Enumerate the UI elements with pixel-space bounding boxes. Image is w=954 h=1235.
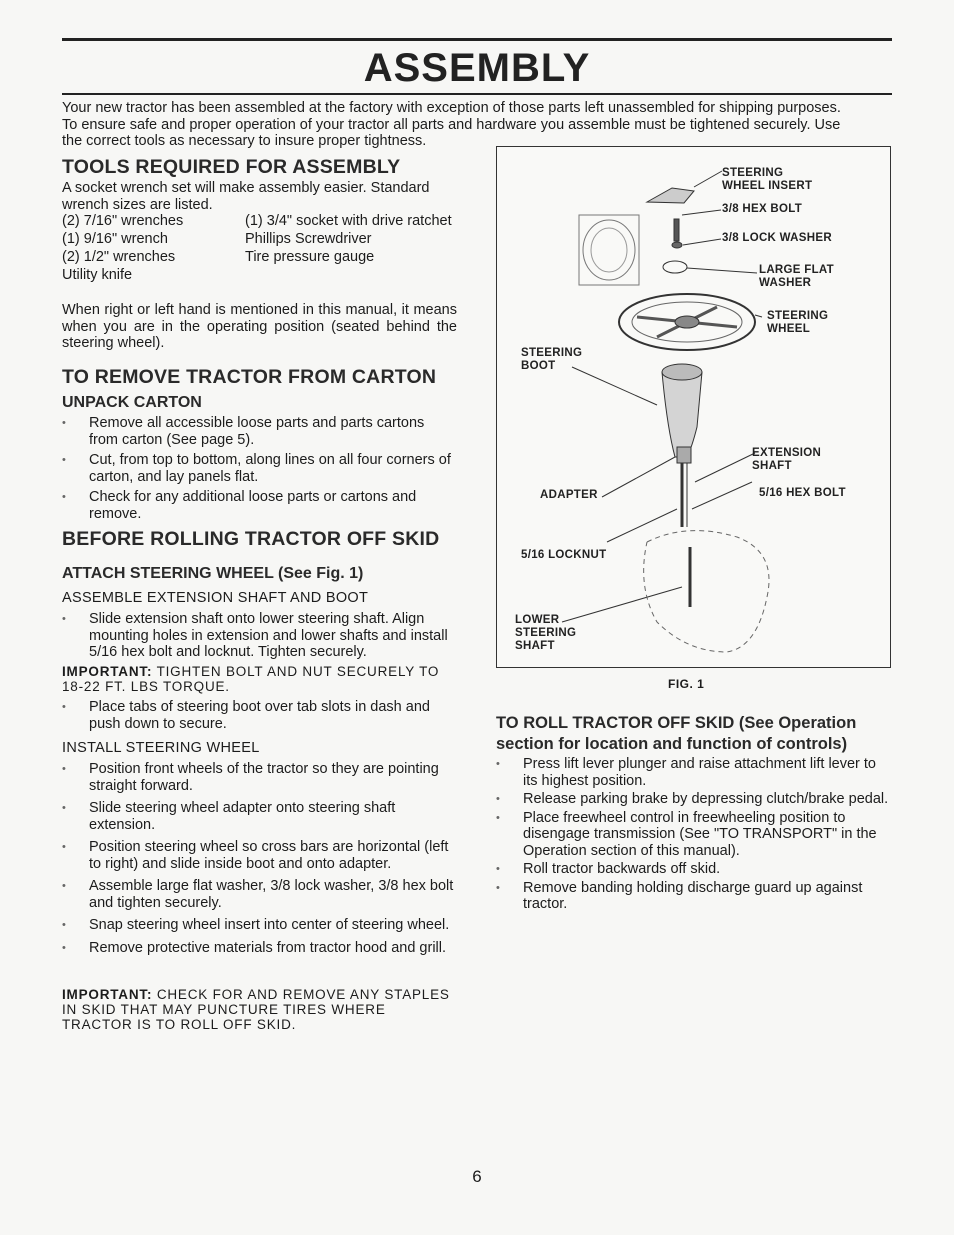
list-item: • Assemble large flat washer, 3/8 lock washer, 3/8 hex bolt and tighten securely. bbox=[62, 878, 456, 911]
list-item: • Place tabs of steering boot over tab slots in dash and push down to secure. bbox=[62, 699, 456, 732]
label-3-8-lock-washer: 3/8 LOCK WASHER bbox=[722, 232, 832, 244]
extension-list bbox=[62, 611, 456, 665]
unpack-subheading: UNPACK CARTON bbox=[62, 394, 202, 411]
tool-item: (1) 9/16" wrench bbox=[62, 231, 168, 247]
top-rule bbox=[62, 38, 892, 41]
label-steering-boot: STEERING BOOT bbox=[521, 347, 583, 372]
tool-item: Phillips Screwdriver bbox=[245, 231, 372, 247]
before-heading: BEFORE ROLLING TRACTOR OFF SKID bbox=[62, 528, 440, 550]
attach-subheading: ATTACH STEERING WHEEL (See Fig. 1) bbox=[62, 565, 364, 582]
important-label: IMPORTANT: bbox=[62, 664, 153, 679]
list-item: • Remove all accessible loose parts and parts cartons from carton (See page 5). bbox=[62, 415, 456, 448]
tool-item: (2) 7/16" wrenches bbox=[62, 213, 184, 229]
hand-note: When right or left hand is mentioned in this manual, it means when you are in the operating position (seated behind the steering wheel). bbox=[62, 302, 457, 351]
title-rule bbox=[62, 93, 892, 95]
list-item: • Remove protective materials from tractor hood and grill. bbox=[62, 940, 456, 957]
unpack-list bbox=[62, 415, 456, 526]
roll-list bbox=[496, 756, 892, 917]
label-5-16-locknut: 5/16 LOCKNUT bbox=[521, 549, 607, 561]
intro-line-1: Your new tractor has been assembled at the factory with exception of those parts left unassembled for shipping purposes. bbox=[62, 100, 841, 116]
list-item: • Roll tractor backwards off skid. bbox=[496, 861, 892, 878]
list-item: • Remove banding holding discharge guard up against tractor. bbox=[496, 880, 892, 913]
steering-wheel-insert-shape bbox=[647, 188, 694, 203]
tools-list bbox=[62, 212, 452, 284]
remove-heading: TO REMOVE TRACTOR FROM CARTON bbox=[62, 366, 437, 388]
hex-bolt-shape bbox=[674, 219, 679, 241]
tools-description: A socket wrench set will make assembly easier. Standard wrench sizes are listed. bbox=[62, 180, 430, 213]
intro-line-2: To ensure safe and proper operation of your tractor all parts and hardware you assemble must be tightened securely. Use bbox=[62, 116, 841, 133]
list-item: • Check for any additional loose parts or cartons and remove. bbox=[62, 489, 456, 522]
label-steering-wheel-insert: STEERING WHEEL INSERT bbox=[722, 167, 813, 192]
label-5-16-hex-bolt: 5/16 HEX BOLT bbox=[759, 487, 846, 499]
important-label: IMPORTANT: bbox=[62, 987, 153, 1002]
important-text: CHECK FOR AND REMOVE ANY STAPLES IN SKID THAT MAY PUNCTURE TIRES WHERE TRACTOR IS TO ROLL OFF SKID. bbox=[62, 987, 450, 1032]
list-item: • Position front wheels of the tractor so they are pointing straight forward. bbox=[62, 761, 456, 794]
important-torque bbox=[62, 664, 457, 694]
list-item: • Snap steering wheel insert into center of steering wheel. bbox=[62, 917, 456, 934]
list-item: • Position steering wheel so cross bars are horizontal (left to right) and slide inside boot and onto adapter. bbox=[62, 839, 456, 872]
dash-outline bbox=[644, 531, 769, 652]
tools-row bbox=[62, 266, 452, 284]
tool-item: Tire pressure gauge bbox=[245, 249, 375, 265]
tools-row bbox=[62, 212, 452, 230]
boot-list bbox=[62, 699, 456, 736]
inset-wheel-view bbox=[579, 215, 639, 285]
list-item: • Slide steering wheel adapter onto steering shaft extension. bbox=[62, 800, 456, 833]
tool-item: (2) 1/2" wrenches bbox=[62, 249, 176, 265]
important-staples bbox=[62, 987, 457, 1032]
tool-item: Utility knife bbox=[62, 267, 133, 283]
important-text: TIGHTEN BOLT AND NUT SECURELY TO 18-22 FT. LBS TORQUE. bbox=[62, 664, 440, 694]
list-item: • Release parking brake by depressing clutch/brake pedal. bbox=[496, 791, 892, 808]
tool-item: (1) 3/4" socket with drive ratchet bbox=[245, 213, 452, 229]
label-steering-wheel: STEERING WHEEL bbox=[767, 310, 829, 335]
list-item: • Place freewheel control in freewheeling position to disengage transmission (See "TO TRANSPORT" in the Operation section of this manual). bbox=[496, 810, 892, 860]
roll-heading-line-2: section for location and function of controls) bbox=[496, 735, 848, 753]
label-large-flat-washer: LARGE FLAT WASHER bbox=[759, 264, 834, 289]
figure-1 bbox=[496, 146, 891, 668]
list-item: • Press lift lever plunger and raise attachment lift lever to its highest position. bbox=[496, 756, 892, 789]
install-wheel-heading: INSTALL STEERING WHEEL bbox=[62, 740, 260, 756]
adapter-shape bbox=[677, 447, 691, 463]
steering-assembly-diagram bbox=[497, 147, 890, 667]
label-extension-shaft: EXTENSION SHAFT bbox=[752, 447, 822, 472]
tools-row bbox=[62, 230, 452, 248]
list-item: • Cut, from top to bottom, along lines on all four corners of carton, and lay panels flat. bbox=[62, 452, 456, 485]
roll-heading-line-1: TO ROLL TRACTOR OFF SKID (See Operation bbox=[496, 714, 857, 732]
label-adapter: ADAPTER bbox=[540, 489, 598, 501]
figure-caption: FIG. 1 bbox=[668, 677, 705, 691]
extension-heading: ASSEMBLE EXTENSION SHAFT AND BOOT bbox=[62, 590, 369, 606]
page-number: 6 bbox=[472, 1167, 482, 1186]
intro-line-3: the correct tools as necessary to insure proper tightness. bbox=[62, 133, 427, 149]
wheel-list bbox=[62, 761, 456, 960]
list-item: • Slide extension shaft onto lower steering shaft. Align mounting holes in extension and lower shafts and install 5/16 hex bolt and locknut. Tighten securely. bbox=[62, 611, 456, 661]
label-3-8-hex-bolt: 3/8 HEX BOLT bbox=[722, 203, 803, 215]
tools-row bbox=[62, 248, 452, 266]
page-title: ASSEMBLY bbox=[363, 46, 591, 90]
label-lower-steering-shaft: LOWER STEERING SHAFT bbox=[515, 614, 577, 652]
tools-heading: TOOLS REQUIRED FOR ASSEMBLY bbox=[62, 156, 401, 178]
intro-paragraph bbox=[62, 100, 897, 150]
